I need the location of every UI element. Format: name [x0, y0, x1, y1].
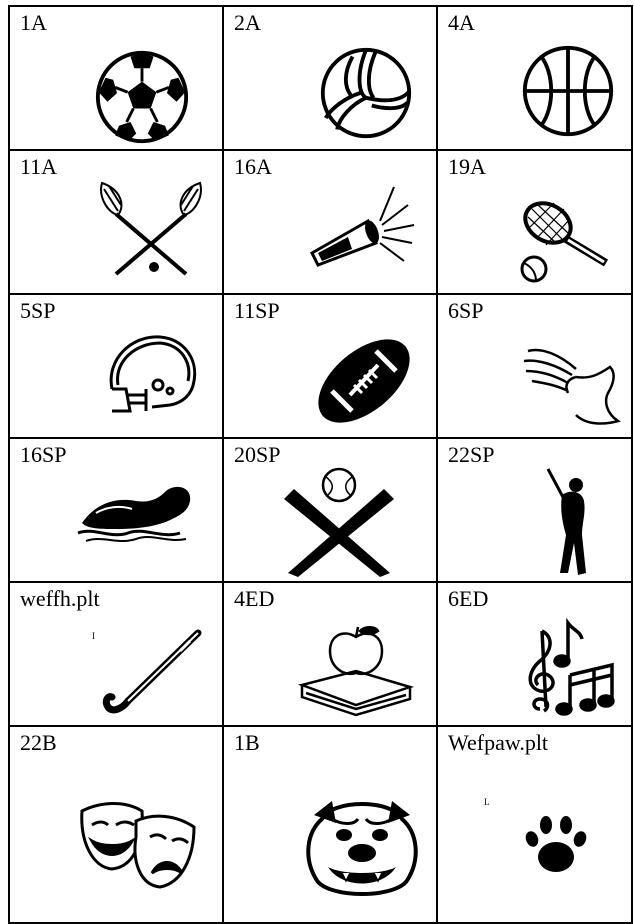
soccer-ball-icon [94, 49, 190, 145]
cell-label: 6ED [448, 586, 489, 611]
cell-label: 16A [234, 154, 272, 179]
lacrosse-sticks-icon [96, 179, 206, 279]
grid-cell [9, 6, 223, 150]
cell-label: 6SP [448, 298, 484, 323]
basketball-icon [520, 43, 616, 139]
grid-row [9, 438, 632, 582]
grid-row [9, 582, 632, 726]
grid-cell [9, 582, 223, 726]
megaphone-icon [308, 181, 418, 271]
grid-row [9, 6, 632, 150]
cell-label: 11SP [234, 298, 280, 323]
grid-row [9, 726, 632, 923]
field-hockey-stick-icon [98, 625, 208, 721]
cell-label: 1B [234, 730, 260, 755]
cell-mark: L [484, 797, 490, 807]
cell-label: 20SP [234, 442, 281, 467]
cell-label: weffh.plt [20, 586, 100, 611]
swimmer-icon [76, 483, 196, 547]
grid-cell [9, 294, 223, 438]
cell-label: 22SP [448, 442, 495, 467]
cell-label: 5SP [20, 298, 56, 323]
bulldog-icon [302, 789, 422, 909]
icon-grid [8, 5, 633, 924]
cell-label: 22B [20, 730, 57, 755]
grid-cell [223, 294, 437, 438]
cell-label: 16SP [20, 442, 67, 467]
cell-label: 11A [20, 154, 58, 179]
football-helmet-icon [102, 329, 202, 419]
cell-label: 19A [448, 154, 486, 179]
grid-row [9, 294, 632, 438]
paw-print-icon [524, 813, 588, 877]
football-icon [312, 333, 416, 429]
grid-cell [437, 294, 632, 438]
grid-cell [437, 726, 632, 923]
grid-cell [223, 6, 437, 150]
cell-label: 1A [20, 10, 47, 35]
music-notes-icon [518, 617, 618, 717]
grid-cell [437, 6, 632, 150]
cell-label: Wefpaw.plt [448, 730, 549, 755]
tennis-racket-icon [506, 193, 616, 293]
grid-cell [9, 438, 223, 582]
grid-cell [437, 582, 632, 726]
cell-label: 4A [448, 10, 475, 35]
cell-label: 2A [234, 10, 261, 35]
baseball-bats-icon [284, 465, 394, 577]
grid-cell [223, 150, 437, 294]
grid-cell [223, 726, 437, 923]
volleyball-icon [318, 45, 414, 141]
grid-cell [223, 582, 437, 726]
grid-cell [9, 150, 223, 294]
theater-masks-icon [78, 797, 198, 897]
apple-on-book-icon [296, 623, 416, 719]
golfer-icon [538, 465, 598, 577]
grid-cell [437, 150, 632, 294]
grid-cell [9, 726, 223, 923]
cell-label: 4ED [234, 586, 275, 611]
cell-mark: I [92, 631, 95, 641]
grid-cell [223, 438, 437, 582]
grid-row [9, 150, 632, 294]
grid-cell [437, 438, 632, 582]
winged-foot-icon [518, 339, 628, 429]
